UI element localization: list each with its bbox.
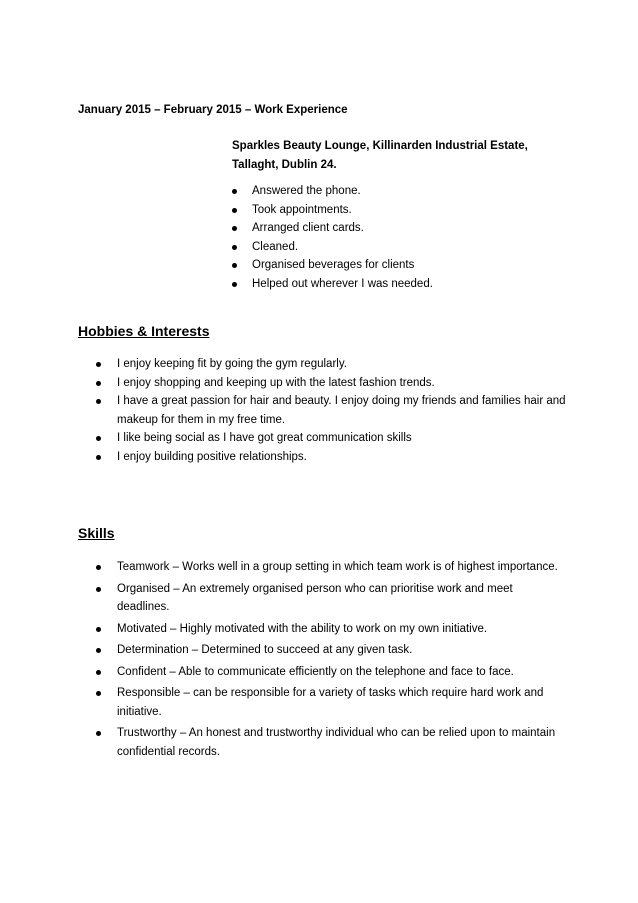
list-item: Motivated – Highly motivated with the ability to work on my own initiative. bbox=[96, 620, 566, 639]
list-item: Took appointments. bbox=[232, 201, 572, 220]
list-item: Arranged client cards. bbox=[232, 219, 572, 238]
list-item: Teamwork – Works well in a group setting in which team work is of highest importance. bbox=[96, 558, 566, 577]
list-item: Trustworthy – An honest and trustworthy individual who can be relied upon to maintain confidential records. bbox=[96, 724, 566, 761]
bullet-icon bbox=[232, 208, 237, 213]
list-item: Helped out wherever I was needed. bbox=[232, 275, 572, 294]
list-item: I enjoy keeping fit by going the gym regularly. bbox=[96, 355, 566, 374]
bullet-icon bbox=[96, 381, 101, 386]
bullet-icon bbox=[96, 670, 101, 675]
bullet-icon bbox=[96, 436, 101, 441]
hobbies-list bbox=[96, 355, 566, 466]
work-experience-date-range: January 2015 – February 2015 – Work Experience bbox=[78, 104, 348, 116]
list-item: Cleaned. bbox=[232, 238, 572, 257]
employer-line-2: Tallaght, Dublin 24. bbox=[232, 159, 337, 171]
bullet-icon bbox=[232, 245, 237, 250]
hobbies-heading: Hobbies & Interests bbox=[78, 323, 210, 339]
list-item: I enjoy shopping and keeping up with the latest fashion trends. bbox=[96, 374, 566, 393]
bullet-icon bbox=[232, 282, 237, 287]
bullet-icon bbox=[232, 226, 237, 231]
bullet-icon bbox=[96, 627, 101, 632]
bullet-icon bbox=[96, 455, 101, 460]
duties-list bbox=[232, 182, 572, 293]
skills-list bbox=[96, 558, 566, 764]
list-item: Organised beverages for clients bbox=[232, 256, 572, 275]
skills-heading: Skills bbox=[78, 525, 115, 541]
bullet-icon bbox=[96, 399, 101, 404]
bullet-icon bbox=[232, 263, 237, 268]
list-item: Determination – Determined to succeed at any given task. bbox=[96, 641, 566, 660]
list-item: Responsible – can be responsible for a variety of tasks which require hard work and initiative. bbox=[96, 684, 566, 721]
bullet-icon bbox=[96, 691, 101, 696]
list-item: Confident – Able to communicate efficiently on the telephone and face to face. bbox=[96, 663, 566, 682]
list-item: I like being social as I have got great communication skills bbox=[96, 429, 566, 448]
employer-block bbox=[232, 137, 528, 175]
bullet-icon bbox=[96, 648, 101, 653]
list-item: I enjoy building positive relationships. bbox=[96, 448, 566, 467]
bullet-icon bbox=[232, 189, 237, 194]
bullet-icon bbox=[96, 565, 101, 570]
list-item: I have a great passion for hair and beauty. I enjoy doing my friends and families hair and makeup for them in my free time. bbox=[96, 392, 566, 429]
bullet-icon bbox=[96, 362, 101, 367]
list-item: Organised – An extremely organised person who can prioritise work and meet deadlines. bbox=[96, 580, 566, 617]
bullet-icon bbox=[96, 731, 101, 736]
list-item: Answered the phone. bbox=[232, 182, 572, 201]
bullet-icon bbox=[96, 587, 101, 592]
employer-line-1: Sparkles Beauty Lounge, Killinarden Industrial Estate, bbox=[232, 140, 528, 152]
